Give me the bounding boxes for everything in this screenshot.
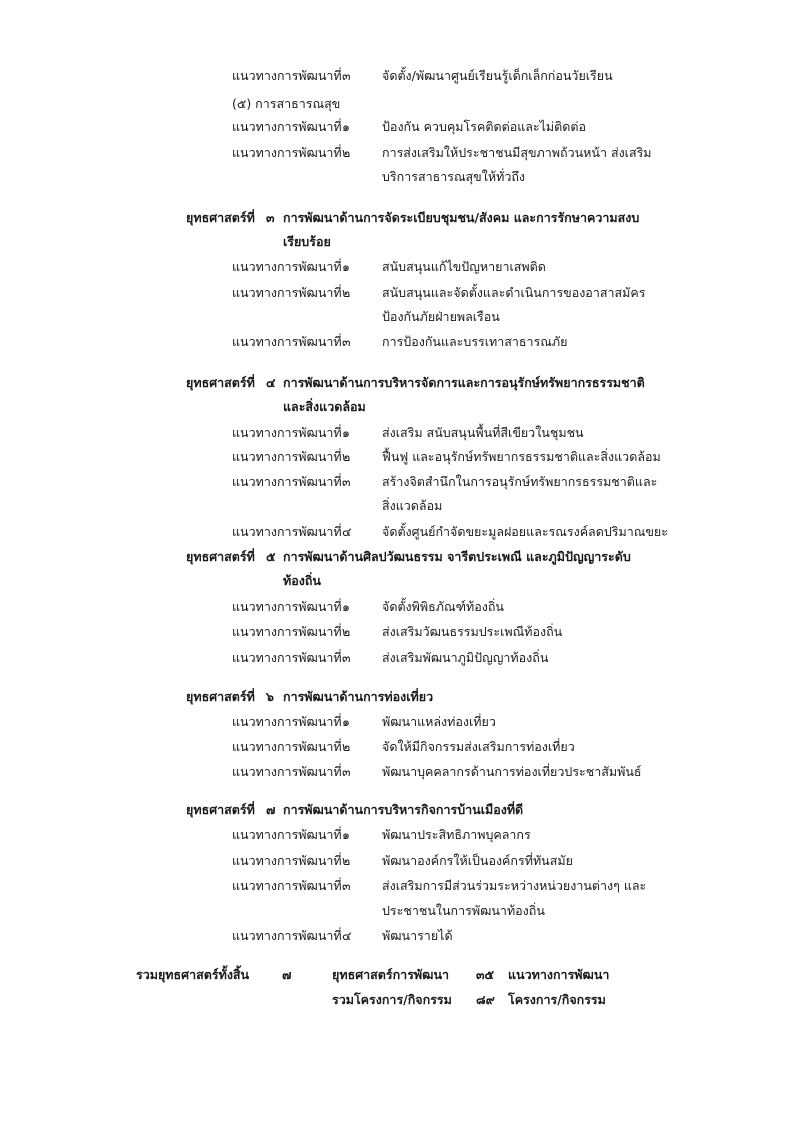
guideline-text: ส่งเสริมพัฒนาภูมิปัญญาท้องถิ่น [382, 650, 549, 665]
summary-projects-label: รวมโครงการ/กิจกรรม [332, 992, 452, 1007]
guideline-number: ๒ [342, 624, 351, 639]
guideline-text-continued: ประชาชนในการพัฒนาท้องถิ่น [382, 903, 545, 918]
guideline-label: แนวทางการพัฒนาที่ [232, 714, 342, 729]
strategy-title: การพัฒนาด้านการจัดระเบียบชุมชน/สังคม และการรักษาความสงบ [283, 210, 640, 225]
guideline-number: ๑ [342, 827, 350, 842]
guideline-label: แนวทางการพัฒนาที่ [232, 878, 342, 893]
summary-guideline-label: แนวทางการพัฒนา [508, 967, 610, 982]
guideline-text: จัดตั้ง/พัฒนาศูนย์เรียนรู้เด็กเล็กก่อนวัยเรียน [382, 68, 613, 83]
guideline-label: แนวทางการพัฒนาที่ [232, 259, 342, 274]
summary-projects-unit: โครงการ/กิจกรรม [508, 992, 606, 1007]
guideline-label: แนวทางการพัฒนาที่ [232, 764, 342, 779]
guideline-text: ส่งเสริมวัฒนธรรมประเพณีท้องถิ่น [382, 624, 563, 639]
guideline-number: ๑ [342, 119, 350, 134]
guideline-number: ๓ [342, 474, 351, 489]
guideline-label: แนวทางการพัฒนาที่ [232, 334, 342, 349]
guideline-text-continued: สิ่งแวดล้อม [382, 498, 443, 513]
guideline-number: ๓ [342, 764, 351, 779]
guideline-number: ๓ [342, 334, 351, 349]
summary-strategy-label: ยุทธศาสตร์การพัฒนา [332, 967, 450, 982]
guideline-text: ป้องกัน ควบคุมโรคติดต่อและไม่ติดต่อ [382, 119, 587, 134]
strategy-prefix: ยุทธศาสตร์ที่ [186, 210, 255, 225]
summary-total-number: ๗ [282, 967, 292, 982]
summary-total-label: รวมยุทธศาสตร์ทั้งสิ้น [136, 967, 250, 982]
guideline-text: จัดให้มีกิจกรรมส่งเสริมการท่องเที่ยว [382, 739, 575, 754]
strategy-title: การพัฒนาด้านการบริหารกิจการบ้านเมืองที่ดี [283, 802, 524, 817]
strategy-title: การพัฒนาด้านการบริหารจัดการและการอนุรักษ์ทรัพยากรธรรมชาติ [283, 375, 645, 390]
strategy-prefix: ยุทธศาสตร์ที่ [186, 549, 255, 564]
guideline-text: พัฒนาแหล่งท่องเที่ยว [382, 714, 496, 729]
guideline-label: แนวทางการพัฒนาที่ [232, 524, 342, 539]
guideline-label: แนวทางการพัฒนาที่ [232, 449, 342, 464]
guideline-number: ๑ [342, 259, 350, 274]
strategy-prefix: ยุทธศาสตร์ที่ [186, 689, 255, 704]
strategy-prefix: ยุทธศาสตร์ที่ [186, 375, 255, 390]
guideline-text-continued: บริการสาธารณสุขให้ทั่วถึง [382, 169, 526, 184]
guideline-label: แนวทางการพัฒนาที่ [232, 425, 342, 440]
guideline-text: สนับสนุนและจัดตั้งและดำเนินการของอาสาสมัคร [382, 285, 646, 300]
strategy-title-continued: และสิ่งแวดล้อม [283, 399, 366, 414]
guideline-number: ๒ [342, 145, 351, 160]
guideline-number: ๓ [342, 650, 351, 665]
guideline-label: แนวทางการพัฒนาที่ [232, 68, 342, 83]
guideline-label: แนวทางการพัฒนาที่ [232, 599, 342, 614]
summary-projects-count: ๘๙ [476, 992, 495, 1007]
strategy-title-continued: เรียบร้อย [283, 234, 331, 249]
guideline-text: พัฒนาประสิทธิภาพบุคลากร [382, 827, 531, 842]
guideline-number: ๒ [342, 853, 351, 868]
guideline-number: ๓ [342, 878, 351, 893]
guideline-text: การป้องกันและบรรเทาสาธารณภัย [382, 334, 568, 349]
guideline-text: จัดตั้งพิพิธภัณฑ์ท้องถิ่น [382, 599, 504, 614]
guideline-text: พัฒนารายได้ [382, 928, 453, 943]
guideline-label: แนวทางการพัฒนาที่ [232, 853, 342, 868]
strategy-prefix: ยุทธศาสตร์ที่ [186, 802, 255, 817]
strategy-number: ๓ [266, 210, 275, 225]
guideline-number: ๑ [342, 714, 350, 729]
guideline-text: สร้างจิตสำนึกในการอนุรักษ์ทรัพยากรธรรมชาติและ [382, 474, 658, 489]
guideline-text: การส่งเสริมให้ประชาชนมีสุขภาพถ้วนหน้า ส่งเสริม [382, 145, 652, 160]
strategy-number: ๕ [266, 549, 276, 564]
guideline-number: ๑ [342, 599, 350, 614]
summary-guideline-count: ๓๕ [476, 967, 495, 982]
guideline-label: แนวทางการพัฒนาที่ [232, 739, 342, 754]
strategy-number: ๖ [266, 689, 274, 704]
strategy-title: การพัฒนาด้านการท่องเที่ยว [283, 689, 434, 704]
guideline-label: แนวทางการพัฒนาที่ [232, 285, 342, 300]
guideline-label: แนวทางการพัฒนาที่ [232, 624, 342, 639]
strategy-title-continued: ท้องถิ่น [283, 573, 321, 588]
guideline-number: ๒ [342, 449, 351, 464]
guideline-text: สนับสนุนแก้ไขปัญหายาเสพติด [382, 259, 546, 274]
strategy-number: ๗ [266, 802, 276, 817]
guideline-number: ๑ [342, 425, 350, 440]
guideline-label: แนวทางการพัฒนาที่ [232, 474, 342, 489]
guideline-number: ๓ [342, 68, 351, 83]
guideline-label: แนวทางการพัฒนาที่ [232, 119, 342, 134]
guideline-label: แนวทางการพัฒนาที่ [232, 650, 342, 665]
strategy-number: ๔ [266, 375, 276, 390]
guideline-number: ๒ [342, 285, 351, 300]
guideline-text: จัดตั้งศูนย์กำจัดขยะมูลฝอยและรณรงค์ลดปริมาณขยะ [382, 524, 668, 539]
guideline-text: ฟื้นฟู และอนุรักษ์ทรัพยากรธรรมชาติและสิ่งแวดล้อม [382, 449, 661, 464]
guideline-number: ๔ [342, 928, 352, 943]
guideline-text: ส่งเสริม สนับสนุนพื้นที่สีเขียวในชุมชน [382, 425, 584, 440]
guideline-text: ส่งเสริมการมีส่วนร่วมระหว่างหน่วยงานต่างๆ และ [382, 878, 647, 893]
guideline-text-continued: ป้องกันภัยฝ่ายพลเรือน [382, 309, 500, 324]
guideline-label: แนวทางการพัฒนาที่ [232, 827, 342, 842]
guideline-text: พัฒนาบุคคลากรด้านการท่องเที่ยวประชาสัมพันธ์ [382, 764, 642, 779]
guideline-text: พัฒนาองค์กรให้เป็นองค์กรที่ทันสมัย [382, 853, 573, 868]
strategy-title: การพัฒนาด้านศิลปวัฒนธรรม จารีตประเพณี และภูมิปัญญาระดับ [283, 549, 631, 564]
guideline-number: ๒ [342, 739, 351, 754]
guideline-number: ๔ [342, 524, 352, 539]
sub-heading: (๕) การสาธารณสุข [232, 96, 341, 111]
guideline-label: แนวทางการพัฒนาที่ [232, 928, 342, 943]
guideline-label: แนวทางการพัฒนาที่ [232, 145, 342, 160]
